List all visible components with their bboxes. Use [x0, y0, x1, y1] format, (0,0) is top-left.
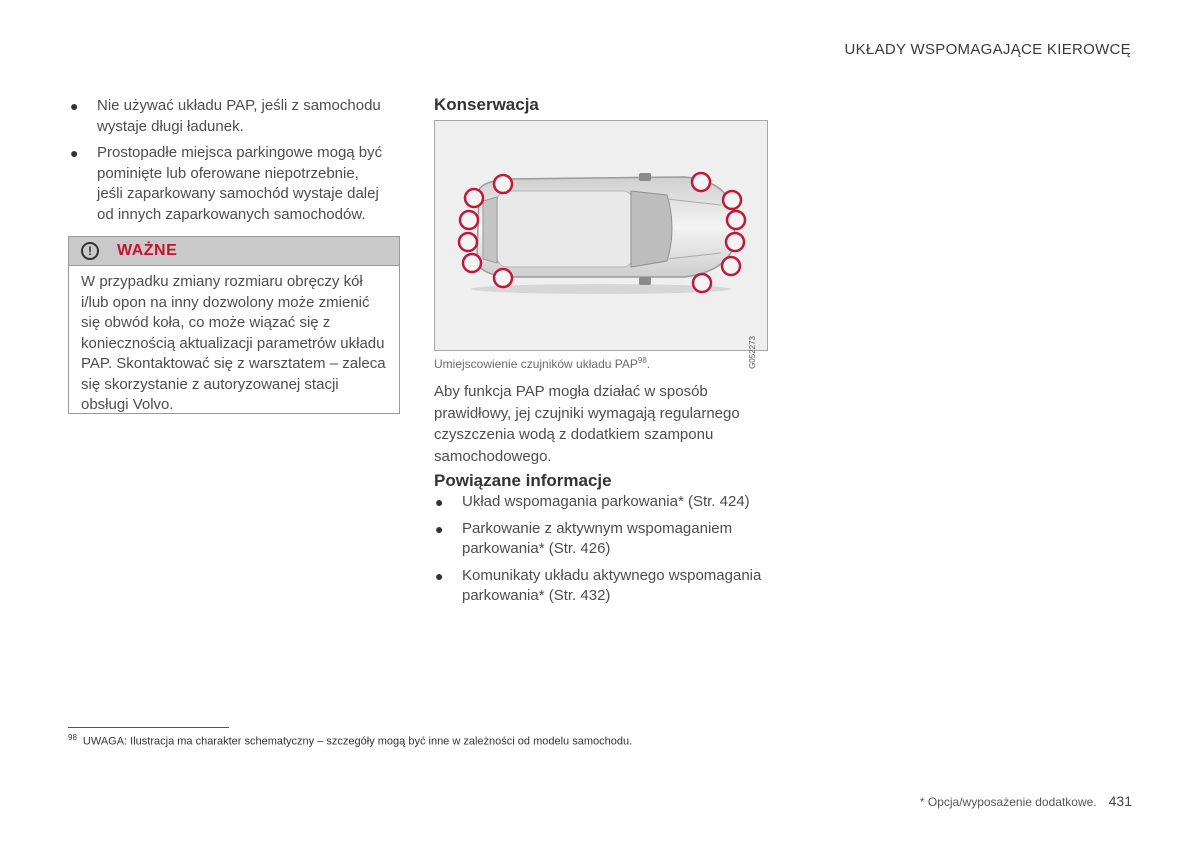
figure-caption: Umiejscowienie czujników układu PAP$^{98}$. [434, 356, 651, 371]
sensor-marker [723, 191, 741, 209]
car-shadow [471, 284, 731, 294]
bullet-icon: ● [435, 567, 444, 584]
figure-caption-text: Umiejscowienie czujników układu PAP [434, 357, 638, 371]
footnote-divider [68, 727, 229, 728]
list-item[interactable] [434, 519, 769, 560]
footnote-text: UWAGA: Ilustracja ma charakter schematyczny – szczegóły mogą być inne w zależności od modelu samochodu. [82, 735, 633, 748]
figure-code: G052273 [748, 336, 757, 369]
car-roof [497, 191, 633, 267]
list-item[interactable] [434, 492, 769, 513]
related-info-heading: Powiązane informacje [434, 471, 612, 490]
related-links-list [434, 492, 769, 613]
sensor-marker [727, 211, 745, 229]
footnote-number: 98 [68, 733, 77, 742]
bullet-icon: ● [435, 520, 444, 537]
exclamation-icon: ! [81, 242, 99, 260]
sensor-marker [463, 254, 481, 272]
footnote-ref: 98 [637, 356, 647, 365]
maintenance-paragraph: Aby funkcja PAP mogła działać w sposób prawidłowy, jej czujniki wymagają regularnego czyszczenia wodą z dodatkiem szamponu samochodowego. [434, 383, 740, 465]
list-item [69, 96, 384, 137]
bullet-icon: ● [70, 145, 79, 161]
rear-window [483, 197, 497, 263]
bullet-icon: ● [70, 98, 79, 114]
sensor-marker [460, 211, 478, 229]
sensor-marker [459, 233, 477, 251]
sensor-marker [494, 269, 512, 287]
warning-box [68, 236, 400, 414]
page-number: 431 [1108, 793, 1132, 809]
sensor-marker [693, 274, 711, 292]
list-item [69, 143, 384, 225]
sensor-marker [726, 233, 744, 251]
warning-header [69, 237, 399, 266]
car-top-view-illustration [435, 121, 767, 350]
mirror-right [639, 277, 651, 285]
page-footer [920, 793, 1132, 809]
left-bullet-list [69, 96, 384, 231]
bullet-icon: ● [435, 494, 444, 510]
warning-title: WAŻNE [117, 242, 178, 259]
sensor-marker [722, 257, 740, 275]
list-item-text: Prostopadłe miejsca parkingowe mogą być pominięte lub oferowane niepotrzebnie, jeśli zaparkowany samochód wystaje dalej od innych zaparkowanych samochodów. [97, 144, 383, 223]
footer-note: * Opcja/wyposażenie dodatkowe. [919, 795, 1097, 809]
footnote [68, 733, 632, 748]
sensor-marker [692, 173, 710, 191]
sensor-marker [494, 175, 512, 193]
sensor-marker [465, 189, 483, 207]
maintenance-heading: Konserwacja [434, 95, 539, 114]
related-link[interactable]: Parkowanie z aktywnym wspomaganiem parkowania* (Str. 426) [462, 519, 733, 557]
related-link[interactable]: Komunikaty układu aktywnego wspomagania parkowania* (Str. 432) [462, 566, 762, 604]
section-title: UKŁADY WSPOMAGAJĄCE KIEROWCĘ [844, 41, 1131, 58]
warning-text: W przypadku zmiany rozmiaru obręczy kół i/lub opon na inny dozwolony może zmienić się obwód koła, co może wiązać się z koniecznością aktualizacji parametrów układu PAP. Skontaktować się z warsztatem – zaleca się skorzystanie z autoryzowanej stacji obsługi Volvo. [81, 273, 386, 413]
related-link[interactable]: Układ wspomagania parkowania* (Str. 424) [462, 493, 750, 510]
list-item[interactable] [434, 566, 769, 607]
mirror-left [639, 173, 651, 181]
list-item-text: Nie używać układu PAP, jeśli z samochodu wystaje długi ładunek. [97, 97, 381, 135]
windshield [631, 191, 672, 267]
